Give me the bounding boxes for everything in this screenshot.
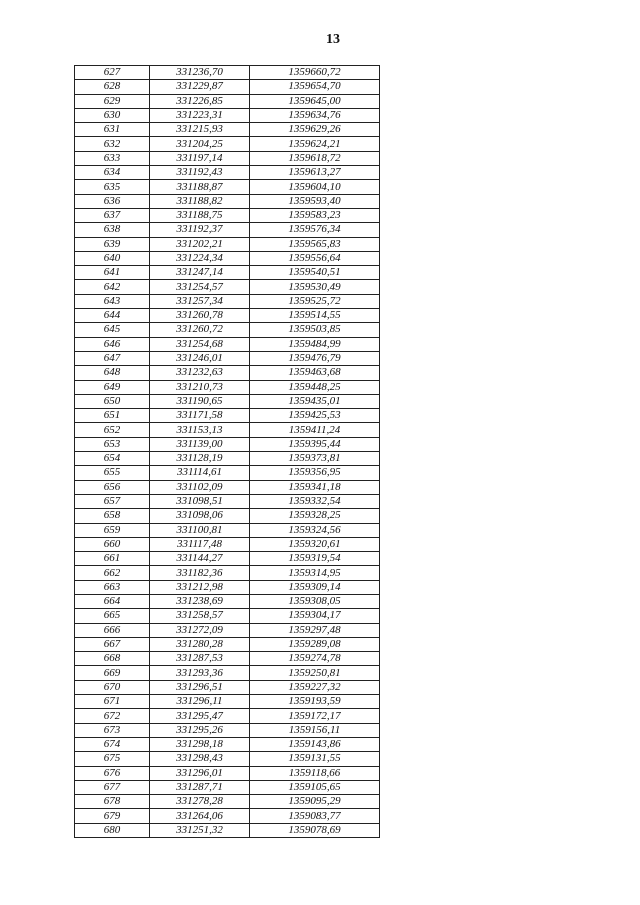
y-coordinate-cell: 1359448,25 xyxy=(250,380,380,394)
y-coordinate-cell: 1359645,00 xyxy=(250,94,380,108)
y-coordinate-cell: 1359172,17 xyxy=(250,709,380,723)
table-row xyxy=(75,194,380,208)
x-coordinate-cell: 331098,06 xyxy=(150,509,250,523)
table-row xyxy=(75,609,380,623)
y-coordinate-cell: 1359530,49 xyxy=(250,280,380,294)
y-coordinate-cell: 1359660,72 xyxy=(250,66,380,80)
table-row xyxy=(75,237,380,251)
y-coordinate-cell: 1359328,25 xyxy=(250,509,380,523)
y-coordinate-cell: 1359425,53 xyxy=(250,409,380,423)
table-row xyxy=(75,266,380,280)
y-coordinate-cell: 1359634,76 xyxy=(250,108,380,122)
y-coordinate-cell: 1359604,10 xyxy=(250,180,380,194)
table-row xyxy=(75,680,380,694)
x-coordinate-cell: 331257,34 xyxy=(150,294,250,308)
table-row xyxy=(75,80,380,94)
table-row xyxy=(75,623,380,637)
table-row xyxy=(75,537,380,551)
x-coordinate-cell: 331238,69 xyxy=(150,594,250,608)
y-coordinate-cell: 1359319,54 xyxy=(250,552,380,566)
point-number-cell: 661 xyxy=(75,552,150,566)
y-coordinate-cell: 1359156,11 xyxy=(250,723,380,737)
table-row xyxy=(75,137,380,151)
x-coordinate-cell: 331100,81 xyxy=(150,523,250,537)
table-row xyxy=(75,552,380,566)
x-coordinate-cell: 331215,93 xyxy=(150,123,250,137)
x-coordinate-cell: 331153,13 xyxy=(150,423,250,437)
point-number-cell: 648 xyxy=(75,366,150,380)
x-coordinate-cell: 331287,71 xyxy=(150,780,250,794)
y-coordinate-cell: 1359654,70 xyxy=(250,80,380,94)
y-coordinate-cell: 1359078,69 xyxy=(250,823,380,837)
y-coordinate-cell: 1359332,54 xyxy=(250,494,380,508)
y-coordinate-cell: 1359629,26 xyxy=(250,123,380,137)
y-coordinate-cell: 1359297,48 xyxy=(250,623,380,637)
point-number-cell: 663 xyxy=(75,580,150,594)
x-coordinate-cell: 331296,11 xyxy=(150,695,250,709)
table-row xyxy=(75,409,380,423)
point-number-cell: 641 xyxy=(75,266,150,280)
table-row xyxy=(75,480,380,494)
table-row xyxy=(75,123,380,137)
point-number-cell: 669 xyxy=(75,666,150,680)
point-number-cell: 666 xyxy=(75,623,150,637)
x-coordinate-cell: 331182,36 xyxy=(150,566,250,580)
y-coordinate-cell: 1359083,77 xyxy=(250,809,380,823)
point-number-cell: 659 xyxy=(75,523,150,537)
table-row xyxy=(75,423,380,437)
point-number-cell: 637 xyxy=(75,208,150,222)
point-number-cell: 635 xyxy=(75,180,150,194)
table-row xyxy=(75,809,380,823)
x-coordinate-cell: 331224,34 xyxy=(150,251,250,265)
x-coordinate-cell: 331144,27 xyxy=(150,552,250,566)
point-number-cell: 673 xyxy=(75,723,150,737)
point-number-cell: 630 xyxy=(75,108,150,122)
y-coordinate-cell: 1359143,86 xyxy=(250,737,380,751)
point-number-cell: 654 xyxy=(75,452,150,466)
x-coordinate-cell: 331246,01 xyxy=(150,351,250,365)
table-row xyxy=(75,509,380,523)
x-coordinate-cell: 331278,28 xyxy=(150,795,250,809)
point-number-cell: 662 xyxy=(75,566,150,580)
x-coordinate-cell: 331202,21 xyxy=(150,237,250,251)
table-row xyxy=(75,566,380,580)
y-coordinate-cell: 1359556,64 xyxy=(250,251,380,265)
y-coordinate-cell: 1359193,59 xyxy=(250,695,380,709)
coordinates-table-body xyxy=(75,66,380,838)
point-number-cell: 653 xyxy=(75,437,150,451)
point-number-cell: 657 xyxy=(75,494,150,508)
table-row xyxy=(75,166,380,180)
y-coordinate-cell: 1359314,95 xyxy=(250,566,380,580)
y-coordinate-cell: 1359435,01 xyxy=(250,394,380,408)
point-number-cell: 650 xyxy=(75,394,150,408)
point-number-cell: 676 xyxy=(75,766,150,780)
x-coordinate-cell: 331260,78 xyxy=(150,309,250,323)
x-coordinate-cell: 331098,51 xyxy=(150,494,250,508)
x-coordinate-cell: 331128,19 xyxy=(150,452,250,466)
table-row xyxy=(75,366,380,380)
x-coordinate-cell: 331212,98 xyxy=(150,580,250,594)
table-row xyxy=(75,594,380,608)
point-number-cell: 639 xyxy=(75,237,150,251)
y-coordinate-cell: 1359227,32 xyxy=(250,680,380,694)
point-number-cell: 672 xyxy=(75,709,150,723)
table-row xyxy=(75,580,380,594)
x-coordinate-cell: 331254,68 xyxy=(150,337,250,351)
y-coordinate-cell: 1359565,83 xyxy=(250,237,380,251)
table-row xyxy=(75,766,380,780)
x-coordinate-cell: 331295,47 xyxy=(150,709,250,723)
table-row xyxy=(75,309,380,323)
point-number-cell: 642 xyxy=(75,280,150,294)
x-coordinate-cell: 331102,09 xyxy=(150,480,250,494)
y-coordinate-cell: 1359131,55 xyxy=(250,752,380,766)
table-row xyxy=(75,180,380,194)
point-number-cell: 652 xyxy=(75,423,150,437)
y-coordinate-cell: 1359618,72 xyxy=(250,151,380,165)
point-number-cell: 680 xyxy=(75,823,150,837)
point-number-cell: 668 xyxy=(75,652,150,666)
table-row xyxy=(75,523,380,537)
point-number-cell: 636 xyxy=(75,194,150,208)
y-coordinate-cell: 1359274,78 xyxy=(250,652,380,666)
table-row xyxy=(75,323,380,337)
point-number-cell: 640 xyxy=(75,251,150,265)
point-number-cell: 628 xyxy=(75,80,150,94)
point-number-cell: 638 xyxy=(75,223,150,237)
x-coordinate-cell: 331223,31 xyxy=(150,108,250,122)
y-coordinate-cell: 1359476,79 xyxy=(250,351,380,365)
x-coordinate-cell: 331188,75 xyxy=(150,208,250,222)
point-number-cell: 643 xyxy=(75,294,150,308)
y-coordinate-cell: 1359320,61 xyxy=(250,537,380,551)
x-coordinate-cell: 331188,87 xyxy=(150,180,250,194)
y-coordinate-cell: 1359324,56 xyxy=(250,523,380,537)
table-row xyxy=(75,108,380,122)
point-number-cell: 665 xyxy=(75,609,150,623)
x-coordinate-cell: 331232,63 xyxy=(150,366,250,380)
table-row xyxy=(75,752,380,766)
y-coordinate-cell: 1359583,23 xyxy=(250,208,380,222)
table-row xyxy=(75,637,380,651)
x-coordinate-cell: 331117,48 xyxy=(150,537,250,551)
x-coordinate-cell: 331171,58 xyxy=(150,409,250,423)
point-number-cell: 631 xyxy=(75,123,150,137)
point-number-cell: 656 xyxy=(75,480,150,494)
y-coordinate-cell: 1359304,17 xyxy=(250,609,380,623)
point-number-cell: 660 xyxy=(75,537,150,551)
table-row xyxy=(75,709,380,723)
x-coordinate-cell: 331264,06 xyxy=(150,809,250,823)
table-row xyxy=(75,294,380,308)
x-coordinate-cell: 331139,00 xyxy=(150,437,250,451)
x-coordinate-cell: 331247,14 xyxy=(150,266,250,280)
point-number-cell: 627 xyxy=(75,66,150,80)
point-number-cell: 655 xyxy=(75,466,150,480)
table-row xyxy=(75,223,380,237)
y-coordinate-cell: 1359624,21 xyxy=(250,137,380,151)
x-coordinate-cell: 331298,43 xyxy=(150,752,250,766)
x-coordinate-cell: 331258,57 xyxy=(150,609,250,623)
y-coordinate-cell: 1359095,29 xyxy=(250,795,380,809)
y-coordinate-cell: 1359613,27 xyxy=(250,166,380,180)
point-number-cell: 675 xyxy=(75,752,150,766)
y-coordinate-cell: 1359503,85 xyxy=(250,323,380,337)
table-row xyxy=(75,66,380,80)
point-number-cell: 664 xyxy=(75,594,150,608)
y-coordinate-cell: 1359373,81 xyxy=(250,452,380,466)
table-row xyxy=(75,695,380,709)
table-row xyxy=(75,94,380,108)
point-number-cell: 658 xyxy=(75,509,150,523)
y-coordinate-cell: 1359308,05 xyxy=(250,594,380,608)
x-coordinate-cell: 331296,51 xyxy=(150,680,250,694)
point-number-cell: 671 xyxy=(75,695,150,709)
point-number-cell: 649 xyxy=(75,380,150,394)
y-coordinate-cell: 1359250,81 xyxy=(250,666,380,680)
x-coordinate-cell: 331197,14 xyxy=(150,151,250,165)
table-row xyxy=(75,208,380,222)
y-coordinate-cell: 1359593,40 xyxy=(250,194,380,208)
point-number-cell: 679 xyxy=(75,809,150,823)
table-row xyxy=(75,280,380,294)
y-coordinate-cell: 1359463,68 xyxy=(250,366,380,380)
y-coordinate-cell: 1359514,55 xyxy=(250,309,380,323)
table-row xyxy=(75,795,380,809)
table-row xyxy=(75,823,380,837)
x-coordinate-cell: 331229,87 xyxy=(150,80,250,94)
x-coordinate-cell: 331296,01 xyxy=(150,766,250,780)
point-number-cell: 670 xyxy=(75,680,150,694)
x-coordinate-cell: 331272,09 xyxy=(150,623,250,637)
table-row xyxy=(75,666,380,680)
x-coordinate-cell: 331204,25 xyxy=(150,137,250,151)
x-coordinate-cell: 331293,36 xyxy=(150,666,250,680)
x-coordinate-cell: 331226,85 xyxy=(150,94,250,108)
x-coordinate-cell: 331188,82 xyxy=(150,194,250,208)
point-number-cell: 634 xyxy=(75,166,150,180)
point-number-cell: 677 xyxy=(75,780,150,794)
point-number-cell: 646 xyxy=(75,337,150,351)
x-coordinate-cell: 331192,43 xyxy=(150,166,250,180)
y-coordinate-cell: 1359540,51 xyxy=(250,266,380,280)
page-number: 13 xyxy=(326,32,340,47)
y-coordinate-cell: 1359105,65 xyxy=(250,780,380,794)
point-number-cell: 647 xyxy=(75,351,150,365)
x-coordinate-cell: 331280,28 xyxy=(150,637,250,651)
point-number-cell: 633 xyxy=(75,151,150,165)
coordinates-table xyxy=(74,65,380,838)
point-number-cell: 667 xyxy=(75,637,150,651)
table-row xyxy=(75,723,380,737)
table-row xyxy=(75,737,380,751)
point-number-cell: 644 xyxy=(75,309,150,323)
x-coordinate-cell: 331260,72 xyxy=(150,323,250,337)
table-row xyxy=(75,251,380,265)
table-row xyxy=(75,780,380,794)
table-row xyxy=(75,466,380,480)
table-row xyxy=(75,437,380,451)
point-number-cell: 678 xyxy=(75,795,150,809)
point-number-cell: 645 xyxy=(75,323,150,337)
table-row xyxy=(75,380,380,394)
table-row xyxy=(75,452,380,466)
table-row xyxy=(75,337,380,351)
x-coordinate-cell: 331295,26 xyxy=(150,723,250,737)
table-row xyxy=(75,151,380,165)
point-number-cell: 651 xyxy=(75,409,150,423)
y-coordinate-cell: 1359118,66 xyxy=(250,766,380,780)
x-coordinate-cell: 331210,73 xyxy=(150,380,250,394)
table-row xyxy=(75,652,380,666)
y-coordinate-cell: 1359395,44 xyxy=(250,437,380,451)
y-coordinate-cell: 1359341,18 xyxy=(250,480,380,494)
x-coordinate-cell: 331236,70 xyxy=(150,66,250,80)
x-coordinate-cell: 331254,57 xyxy=(150,280,250,294)
y-coordinate-cell: 1359411,24 xyxy=(250,423,380,437)
point-number-cell: 632 xyxy=(75,137,150,151)
table-row xyxy=(75,494,380,508)
table-row xyxy=(75,351,380,365)
x-coordinate-cell: 331287,53 xyxy=(150,652,250,666)
x-coordinate-cell: 331192,37 xyxy=(150,223,250,237)
y-coordinate-cell: 1359289,08 xyxy=(250,637,380,651)
x-coordinate-cell: 331298,18 xyxy=(150,737,250,751)
x-coordinate-cell: 331251,32 xyxy=(150,823,250,837)
x-coordinate-cell: 331190,65 xyxy=(150,394,250,408)
y-coordinate-cell: 1359576,34 xyxy=(250,223,380,237)
y-coordinate-cell: 1359356,95 xyxy=(250,466,380,480)
table-row xyxy=(75,394,380,408)
point-number-cell: 674 xyxy=(75,737,150,751)
y-coordinate-cell: 1359309,14 xyxy=(250,580,380,594)
x-coordinate-cell: 331114,61 xyxy=(150,466,250,480)
point-number-cell: 629 xyxy=(75,94,150,108)
y-coordinate-cell: 1359484,99 xyxy=(250,337,380,351)
y-coordinate-cell: 1359525,72 xyxy=(250,294,380,308)
